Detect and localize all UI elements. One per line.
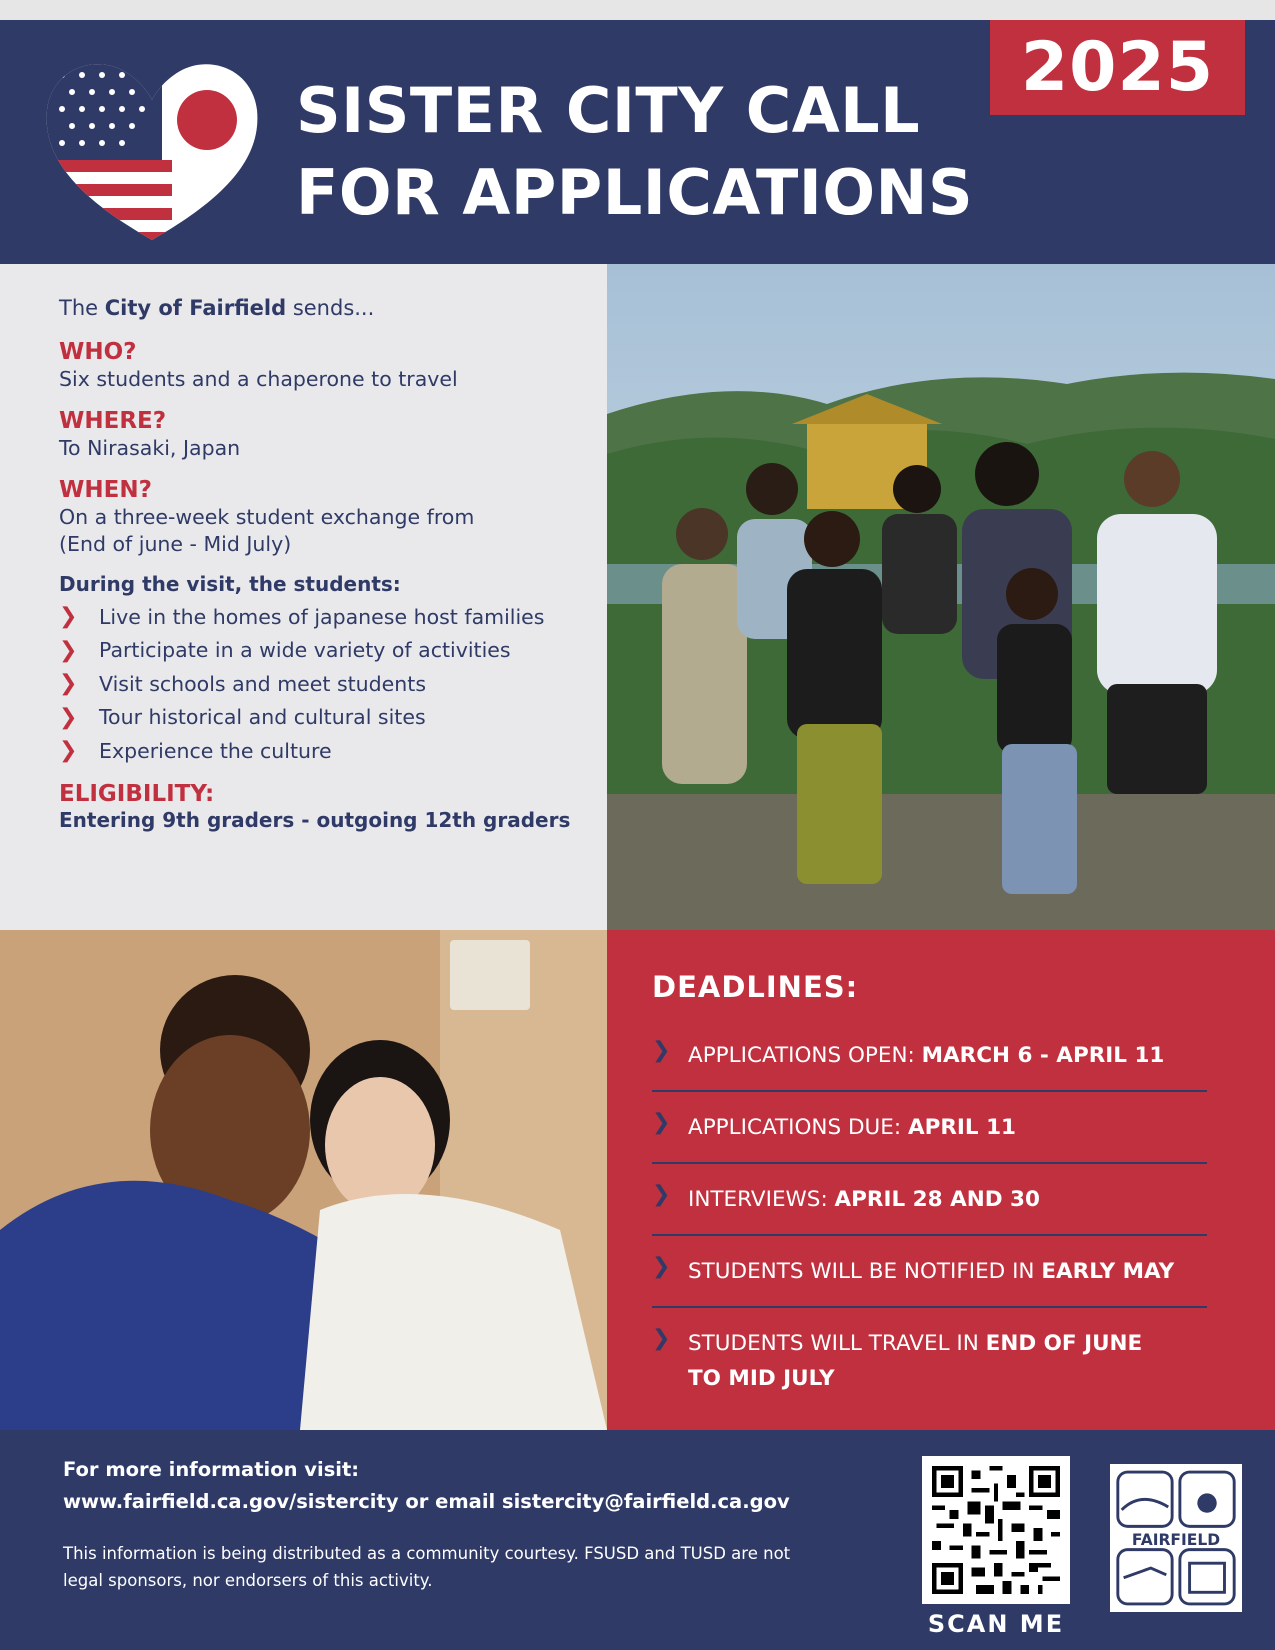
email-link[interactable]: sistercity@fairfield.ca.gov [501,1490,790,1513]
deadline-label: STUDENTS WILL BE NOTIFIED IN [688,1259,1042,1284]
deadline-value: APRIL 11 [907,1115,1016,1140]
qr-code[interactable] [922,1456,1070,1604]
header-banner [0,20,1275,264]
page-title [296,70,973,234]
list-item [59,701,607,735]
when-heading: WHEN? [59,477,152,503]
eligibility-answer: Entering 9th graders - outgoing 12th graders [59,807,571,832]
logo-text: FAIRFIELD [1131,1530,1221,1549]
activity-text: Visit schools and meet students [99,671,426,696]
qr-code-icon [932,1466,1060,1594]
deadline-value-cont: TO MID JULY [688,1366,835,1391]
list-item [59,600,607,634]
deadline-label: INTERVIEWS: [688,1187,835,1212]
deadline-text [688,1254,1174,1289]
chevron-right-icon: ❯ [652,1182,671,1207]
chevron-right-icon: ❯ [59,671,78,697]
deadline-text [688,1110,1016,1145]
deadline-item [652,1164,1207,1236]
scan-me-label: SCAN ME [927,1610,1065,1638]
chevron-right-icon: ❯ [652,1110,671,1135]
chevron-right-icon: ❯ [59,738,78,764]
friends-photo [0,930,607,1430]
during-visit-label: During the visit, the students: [59,572,401,596]
where-heading: WHERE? [59,408,167,434]
intro-suffix: sends... [286,296,375,320]
year-badge: 2025 [990,20,1245,115]
activity-text: Participate in a wide variety of activities [99,638,511,663]
when-answer [59,504,607,558]
deadlines-title: DEADLINES: [652,970,859,1004]
deadline-label: APPLICATIONS DUE: [688,1115,908,1140]
or-email-text: or email [398,1490,502,1513]
disclaimer-text: This information is being distributed as a community courtesy. FSUSD and TUSD are not legal sponsors, nor endorsers of this activity. [63,1544,791,1590]
title-line-2: FOR APPLICATIONS [296,156,974,229]
intro-text [59,296,607,320]
when-answer-line-2: (End of june - Mid July) [59,532,292,556]
more-info-label: For more information visit: [63,1458,360,1481]
chevron-right-icon: ❯ [59,604,78,630]
deadline-label: STUDENTS WILL TRAVEL IN [688,1331,986,1356]
list-item [59,734,607,768]
chevron-right-icon: ❯ [652,1038,671,1063]
deadline-item [652,1308,1207,1413]
list-item [59,667,607,701]
eligibility-heading: ELIGIBILITY: [59,780,215,807]
where-answer: To Nirasaki, Japan [59,436,241,460]
group-photo [607,264,1275,930]
chevron-right-icon: ❯ [652,1254,671,1279]
list-item [59,634,607,668]
activity-text: Live in the homes of japanese host families [99,604,545,629]
activity-text: Experience the culture [99,738,332,763]
deadline-item [652,1092,1207,1164]
contact-line [63,1490,790,1513]
heart-flag-logo [42,50,262,250]
top-strip [0,0,1275,20]
deadline-label: APPLICATIONS OPEN: [688,1043,922,1068]
deadline-value: MARCH 6 - APRIL 11 [921,1043,1165,1068]
deadline-value: EARLY MAY [1041,1259,1175,1284]
deadline-text [688,1182,1040,1217]
deadline-text [688,1038,1164,1073]
fairfield-city-seal [1110,1464,1242,1612]
activities-list [59,600,607,768]
when-answer-line-1: On a three-week student exchange from [59,505,475,529]
intro-city: City of Fairfield [104,296,287,320]
deadline-value: END OF JUNE [985,1331,1143,1356]
chevron-right-icon: ❯ [59,637,78,663]
intro-prefix: The [59,296,105,320]
deadline-text [688,1326,1142,1396]
deadline-value: APRIL 28 AND 30 [834,1187,1040,1212]
website-link[interactable]: www.fairfield.ca.gov/sistercity [63,1490,399,1513]
deadline-item [652,1236,1207,1308]
who-answer: Six students and a chaperone to travel [59,367,458,391]
title-line-1: SISTER CITY CALL [296,74,921,147]
chevron-right-icon: ❯ [59,704,78,730]
deadline-item [652,1020,1207,1092]
chevron-right-icon: ❯ [652,1326,671,1351]
footer [0,1430,1275,1650]
deadlines-panel [607,930,1275,1430]
who-heading: WHO? [59,339,137,365]
info-panel [0,264,607,930]
activity-text: Tour historical and cultural sites [99,705,426,730]
